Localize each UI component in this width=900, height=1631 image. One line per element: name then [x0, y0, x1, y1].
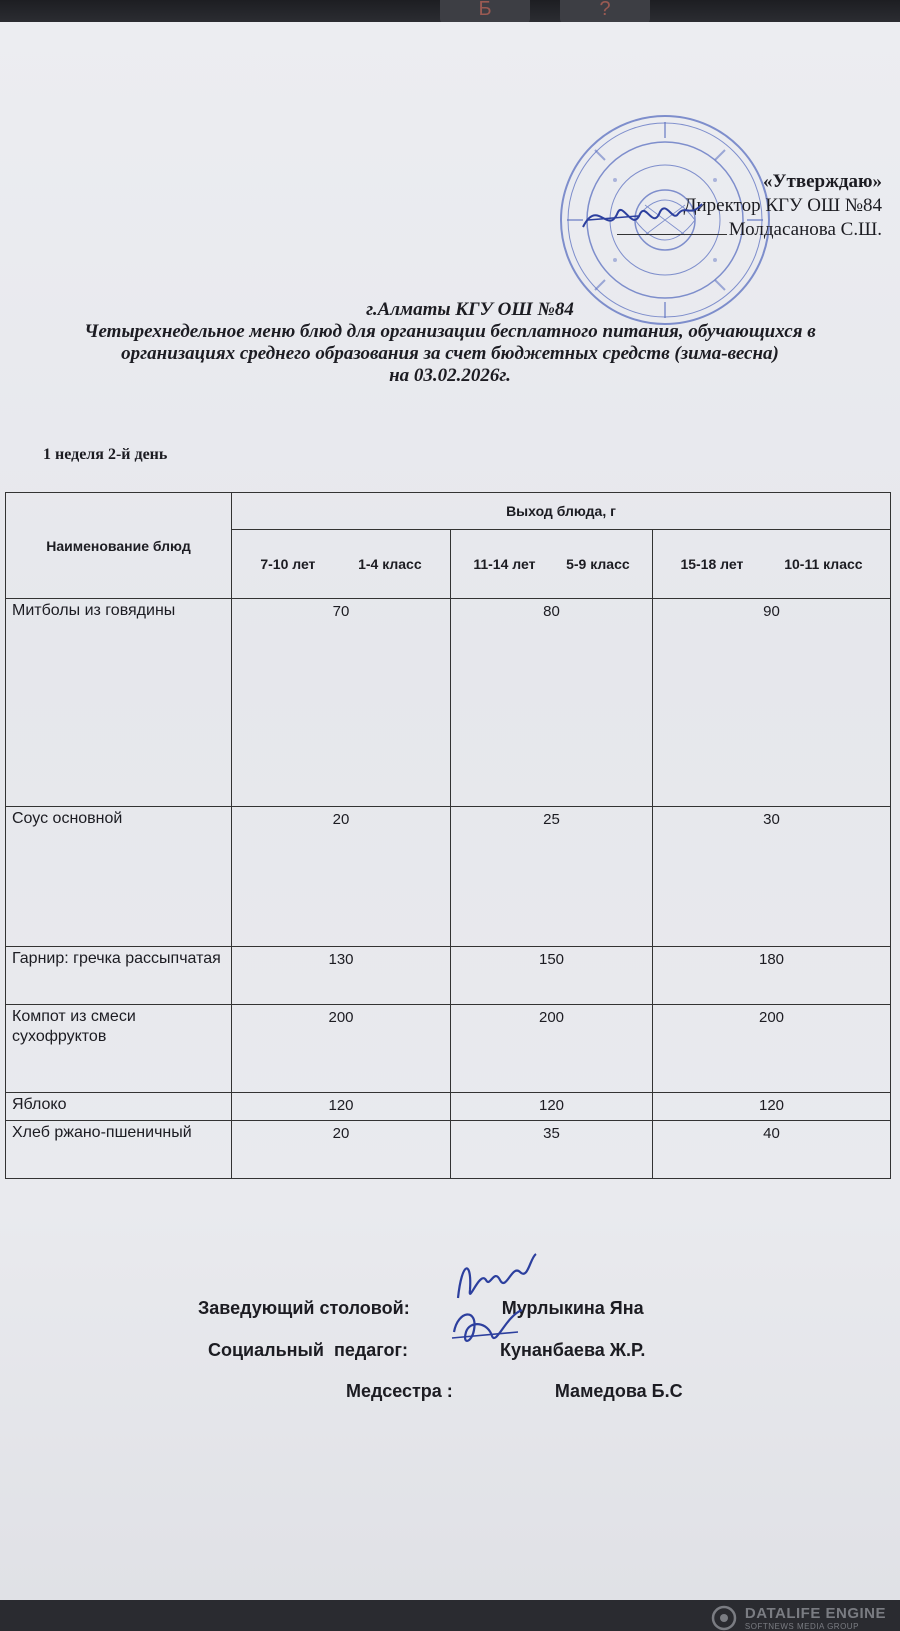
portion-value: 90: [653, 599, 891, 807]
week-day-label: 1 неделя 2-й день: [43, 446, 168, 463]
signoff-canteen: [198, 1298, 644, 1319]
portion-value: 80: [451, 599, 653, 807]
dish-name: Гарнир: гречка рассыпчатая: [6, 947, 232, 1005]
age-group-header: [232, 530, 451, 599]
table-row: [6, 947, 891, 1005]
keyboard-key-label: ?: [599, 0, 611, 20]
heading-line-2: Четырехнедельное меню блюд для организации бесплатного питания, обучающихся в: [84, 321, 816, 342]
table-row: [6, 807, 891, 947]
director-signature: [578, 192, 708, 242]
grade-label: 10-11 класс: [784, 556, 863, 572]
grade-label: 5-9 класс: [566, 556, 630, 572]
social-name: Кунанбаева Ж.Р.: [500, 1340, 646, 1360]
keyboard-key-label: Б: [478, 0, 492, 20]
column-header-output: Выход блюда, г: [232, 493, 891, 530]
document-page: [0, 22, 900, 1631]
table-row: [6, 599, 891, 807]
dish-name: Митболы из говядины: [6, 599, 232, 807]
heading-line-1: г.Алматы КГУ ОШ №84: [366, 299, 574, 320]
approval-title: «Утверждаю»: [763, 171, 882, 192]
dish-name: Компот из смеси сухофруктов: [6, 1005, 232, 1093]
watermark-sub: SOFTNEWS MEDIA GROUP: [744, 1621, 859, 1631]
canteen-signature: [450, 1250, 540, 1310]
grade-label: 1-4 класс: [358, 556, 422, 572]
approval-name: Молдасанова С.Ш.: [728, 219, 882, 240]
age-label: 15-18 лет: [680, 556, 744, 572]
portion-value: 35: [451, 1121, 653, 1179]
dish-name: Хлеб ржано-пшеничный: [6, 1121, 232, 1179]
portion-value: 120: [451, 1093, 653, 1121]
table-row: [6, 1093, 891, 1121]
menu-table: [5, 492, 891, 1179]
approval-position: Директор КГУ ОШ №84: [683, 195, 882, 216]
watermark-brand: DATALIFE ENGINE: [744, 1604, 886, 1622]
signoff-nurse: [346, 1381, 683, 1402]
nurse-name: Мамедова Б.С: [554, 1381, 683, 1401]
heading-line-4: на 03.02.2026г.: [389, 365, 511, 386]
column-header-dish: Наименование блюд: [6, 493, 232, 599]
portion-value: 130: [232, 947, 451, 1005]
portion-value: 150: [451, 947, 653, 1005]
canteen-label: Заведующий столовой:: [198, 1298, 410, 1318]
age-label: 11-14 лет: [473, 556, 536, 572]
keyboard-key: [440, 0, 530, 24]
signoff-social: [208, 1340, 645, 1361]
portion-value: 30: [653, 807, 891, 947]
canteen-name: Мурлыкина Яна: [501, 1298, 644, 1318]
portion-value: 40: [653, 1121, 891, 1179]
portion-value: 180: [653, 947, 891, 1005]
portion-value: 200: [451, 1005, 653, 1093]
age-label: 7-10 лет: [260, 556, 316, 572]
table-row: [6, 1005, 891, 1093]
age-group-header: [653, 530, 891, 599]
portion-value: 20: [232, 807, 451, 947]
social-teacher-signature: [448, 1302, 528, 1352]
age-group-header: [451, 530, 653, 599]
portion-value: 200: [653, 1005, 891, 1093]
portion-value: 120: [232, 1093, 451, 1121]
watermark: [711, 1605, 886, 1631]
portion-value: 20: [232, 1121, 451, 1179]
table-row: [6, 1121, 891, 1179]
datalife-logo-icon: [711, 1605, 737, 1631]
keyboard-key: [560, 0, 650, 24]
portion-value: 25: [451, 807, 653, 947]
social-label: Социальный педагог:: [208, 1340, 409, 1360]
dish-name: Яблоко: [6, 1093, 232, 1121]
dish-name: Соус основной: [6, 807, 232, 947]
portion-value: 200: [232, 1005, 451, 1093]
nurse-label: Медсестра :: [346, 1381, 453, 1401]
heading-line-3: организациях среднего образования за счет бюджетных средств (зима-весна): [121, 343, 779, 364]
document-heading: [0, 299, 900, 387]
portion-value: 120: [653, 1093, 891, 1121]
portion-value: 70: [232, 599, 451, 807]
